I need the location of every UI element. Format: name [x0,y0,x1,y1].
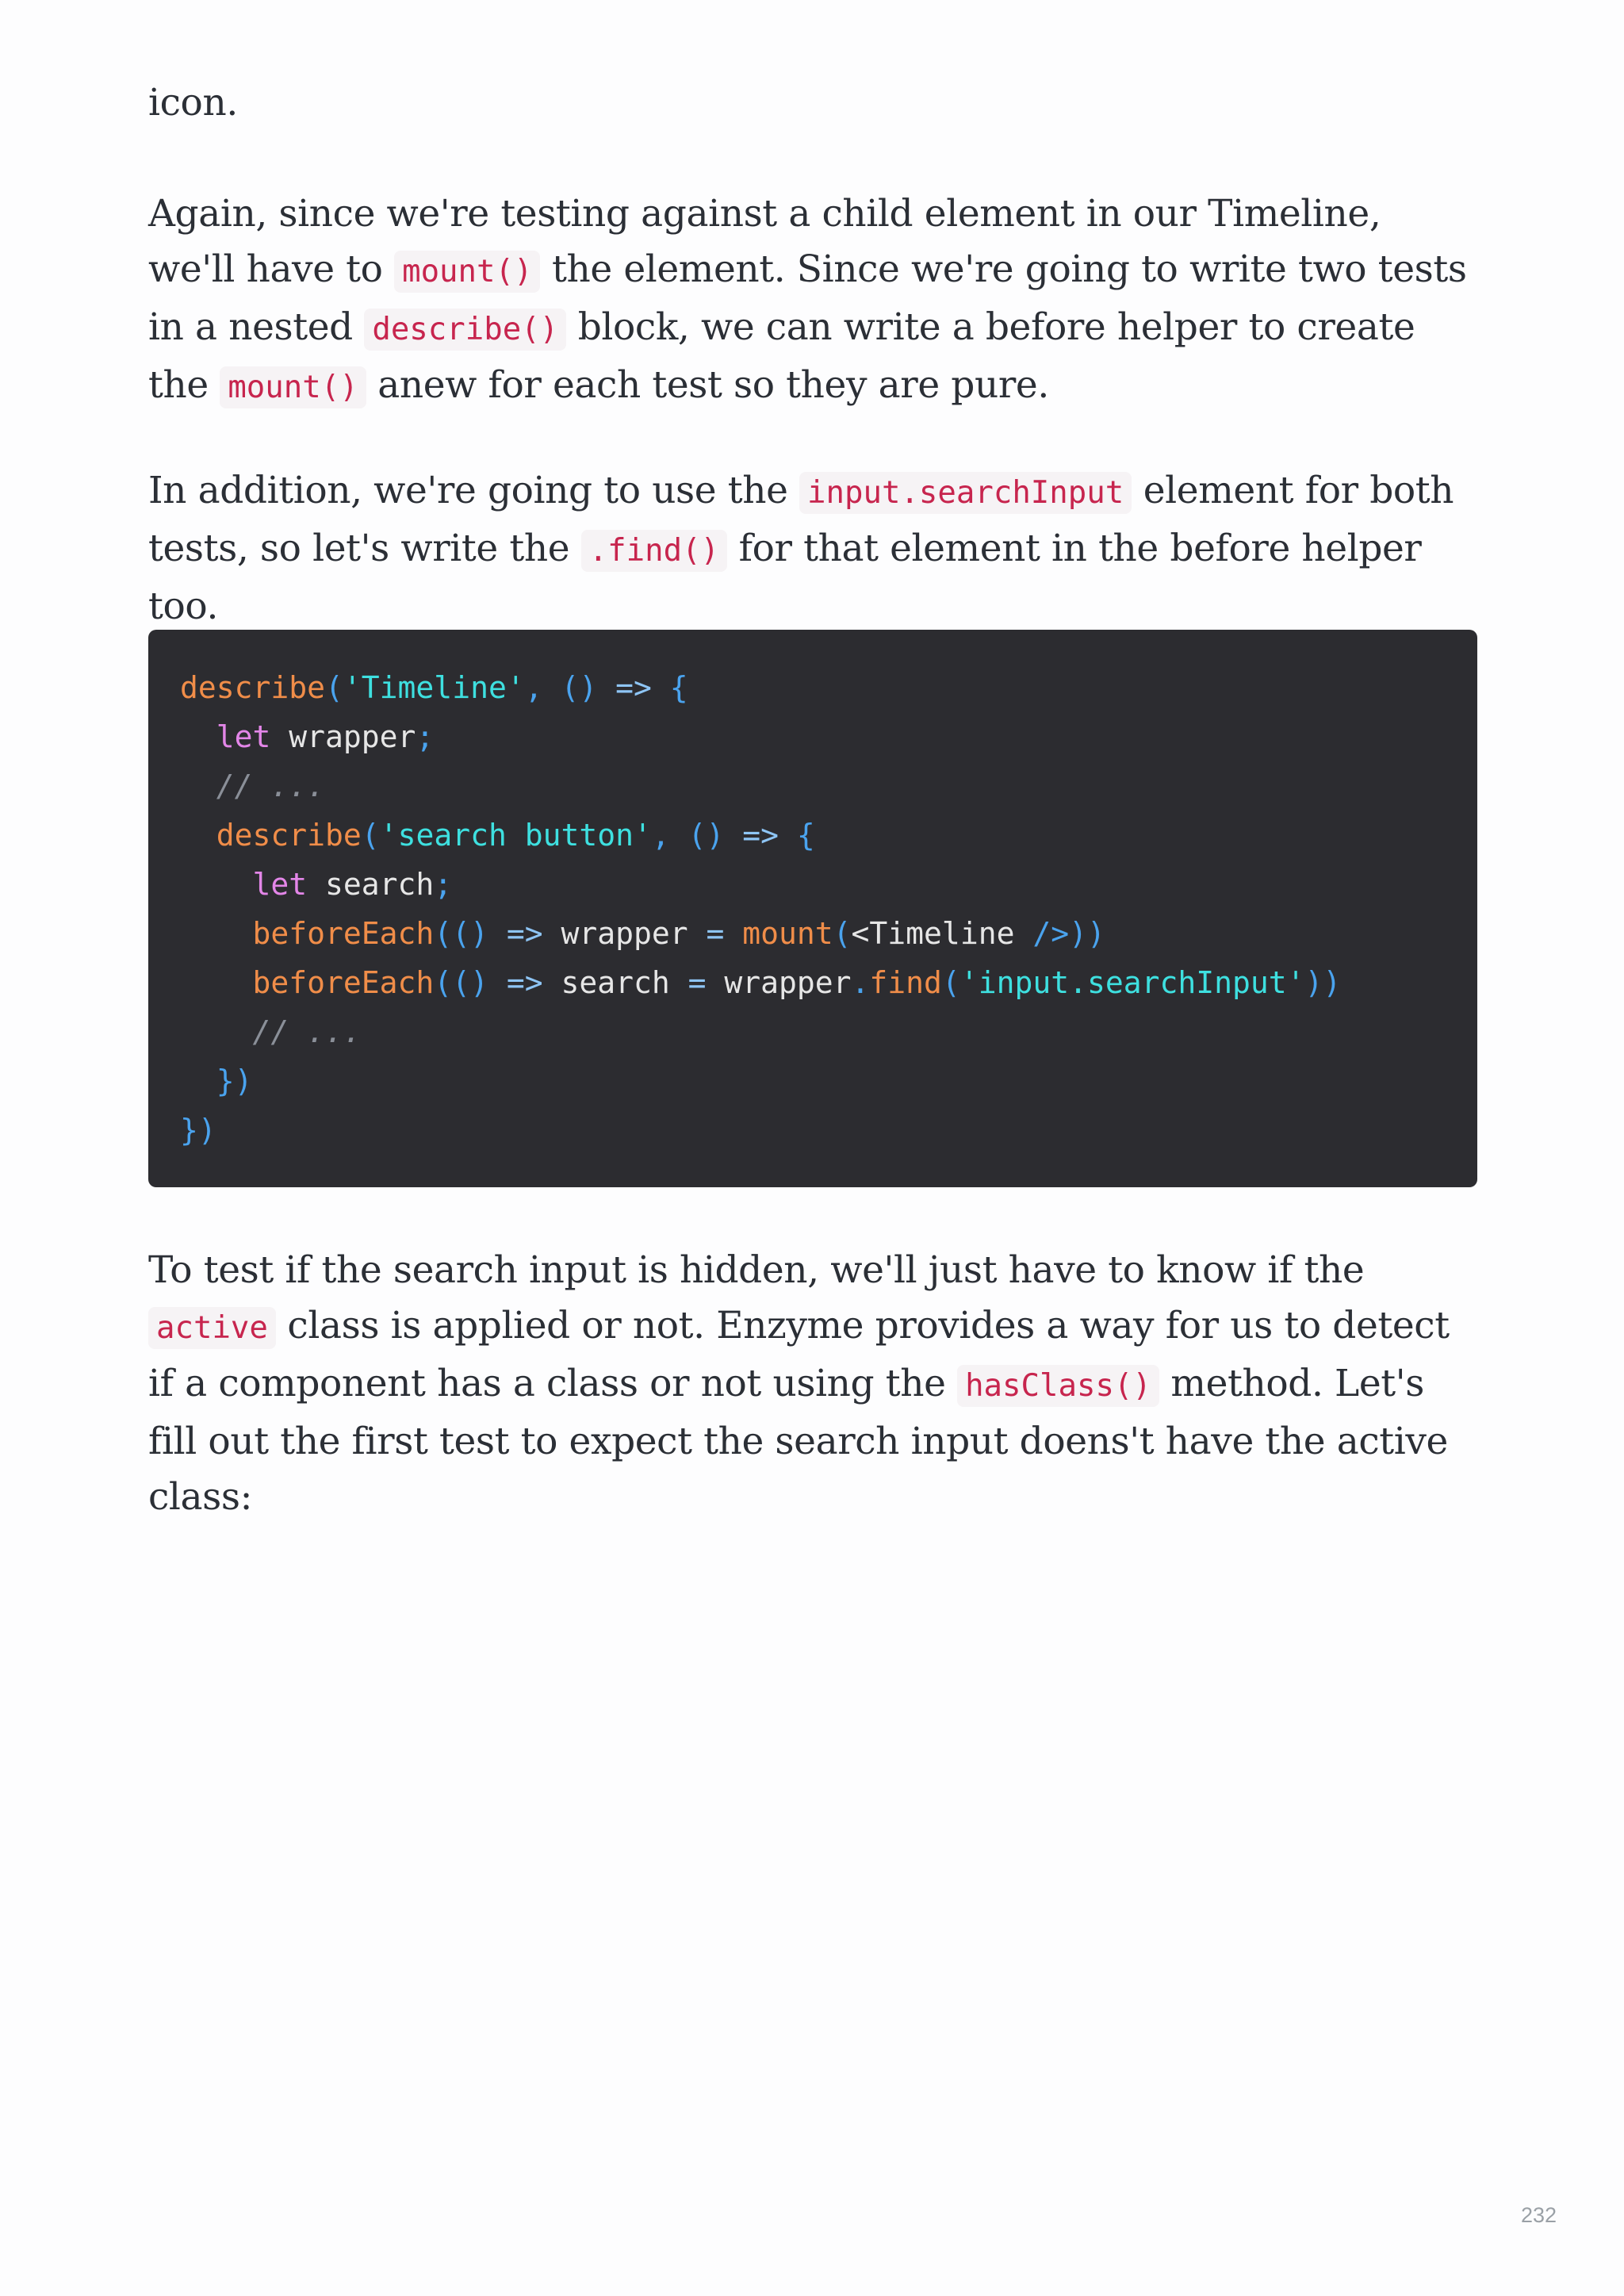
inline-code-describe: describe() [364,309,566,351]
inline-code-find: .find() [581,530,727,572]
paragraph-hasclass: To test if the search input is hidden, we'll just have to know if the active class is applied or not. Enzyme provides a way for us to detect if a component has a class or not using the hasClass() method. Let's fill out the first test to expect the search input doens't have the active class: [148,1248,1450,1519]
code-block [148,630,1477,1187]
inline-code-mount: mount() [394,251,540,293]
code-line: }) [216,1064,253,1098]
code-line: let search; [252,867,453,902]
inline-code-active: active [148,1307,276,1349]
code-line: let wrapper; [216,719,435,754]
code-content [180,663,1341,1155]
code-line: // ... [252,1014,362,1049]
code-line: beforeEach(() => search = wrapper.find('input.searchInput')) [252,965,1342,1000]
paragraph-tail: icon. [148,81,238,125]
inline-code-search-input: input.searchInput [799,472,1132,514]
code-line: describe('search button', () => { [216,818,815,853]
paragraph-search-input: In addition, we're going to use the input.searchInput element for both tests, so let's write the .find() for that element in the before helper too. [148,469,1454,628]
paragraph-mount: Again, since we're testing against a child element in our Timeline, we'll have to mount() the element. Since we're going to write two tests in a nested describe() block, we can write a before helper to create the mount() anew for each test so they are pure. [148,192,1467,407]
inline-code-mount: mount() [220,366,366,408]
inline-code-hasclass: hasClass() [957,1365,1159,1407]
code-line: // ... [216,769,326,803]
code-line: describe('Timeline', () => { [180,670,688,705]
code-line: beforeEach(() => wrapper = mount(<Timeline />)) [252,916,1105,951]
code-line: }) [180,1113,216,1148]
page-number: 232 [1521,2203,1557,2227]
